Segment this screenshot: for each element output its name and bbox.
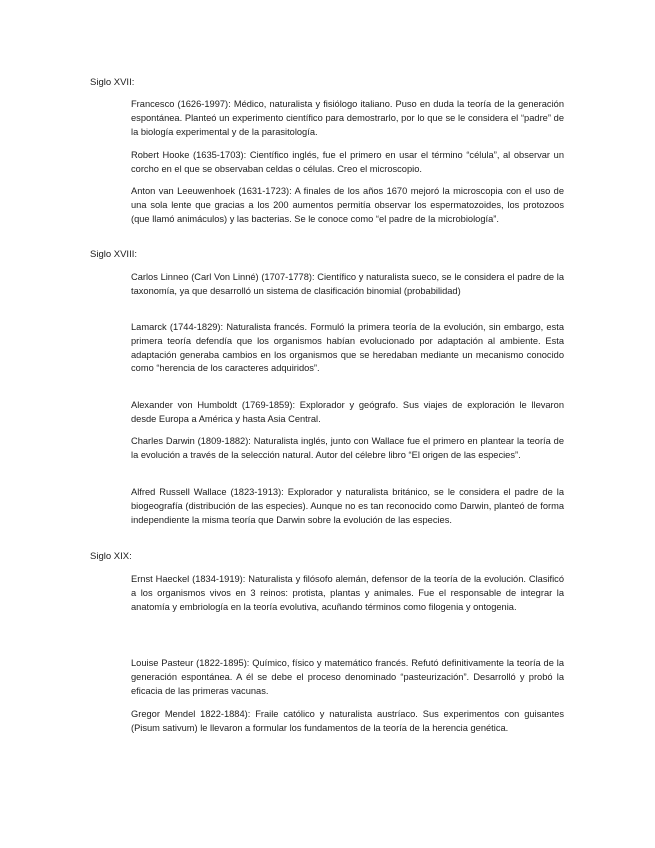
entry-louise-pasteur: Louise Pasteur (1822-1895): Químico, físico y matemático francés. Refutó definitivamente la teoría de la generación espontánea. A él se debe el proceso denominado “pasteurización”. Desarrolló y probó la eficacia de las primeras vacunas. xyxy=(131,658,564,696)
section-heading-siglo-xvii: Siglo XVII: xyxy=(90,77,135,88)
entry-anton-van-leeuwenhoek: Anton van Leeuwenhoek (1631-1723): A finales de los años 1670 mejoró la microscopia con el uso de una sola lente que gracias a los 200 aumentos permitía observar los espermatozoides, los protozoos (que llamó animáculos) y las bacterias. Se le conoce como “el padre de la microbiología”. xyxy=(131,186,564,224)
entry-alexander-von-humboldt: Alexander von Humboldt (1769-1859): Explorador y geógrafo. Sus viajes de exploración le llevaron desde Europa a América y hasta Asia Central. xyxy=(131,400,564,424)
section-heading-siglo-xix: Siglo XIX: xyxy=(90,551,132,562)
entry-gregor-mendel: Gregor Mendel 1822-1884): Fraile católico y naturalista austríaco. Sus experimentos con guisantes (Pisum sativum) le llevaron a formular los fundamentos de la teoría de la herencia genética. xyxy=(131,709,564,733)
entry-alfred-russell-wallace: Alfred Russell Wallace (1823-1913): Explorador y naturalista británico, se le considera el padre de la biogeografía (distribución de las especies). Aunque no es tan reconocido como Darwin, planteó de forma independiente la misma teoría que Darwin sobre la evolución de las especies. xyxy=(131,487,564,525)
section-heading-siglo-xviii: Siglo XVIII: xyxy=(90,249,137,260)
entry-charles-darwin: Charles Darwin (1809-1882): Naturalista inglés, junto con Wallace fue el primero en plantear la teoría de la evolución a través de la selección natural. Autor del célebre libro “El origen de las especies”. xyxy=(131,436,564,460)
entry-robert-hooke: Robert Hooke (1635-1703): Científico inglés, fue el primero en usar el término “célula”, al observar un corcho en el que se observaban celdas o células. Creo el microscopio. xyxy=(131,150,564,174)
entry-lamarck: Lamarck (1744-1829): Naturalista francés. Formuló la primera teoría de la evolución, sin embargo, esta primera teoría defendía que los organismos habían evolucionado por adaptación al ambiente. Esta adaptación generaba cambios en los organismos que se heredaban mediante un mecanismo conocido como “herencia de los caracteres adquiridos”. xyxy=(131,322,564,374)
entry-francesco: Francesco (1626-1997): Médico, naturalista y fisiólogo italiano. Puso en duda la teoría de la generación espontánea. Planteó un experimento científico para demostrarlo, por lo que se le considera el “padre” de la biología experimental y de la parasitología. xyxy=(131,99,564,137)
entry-ernst-haeckel: Ernst Haeckel (1834-1919): Naturalista y filósofo alemán, defensor de la teoría de la evolución. Clasificó a los organismos vivos en 3 reinos: protista, plantas y animales. Fue el responsable de integrar la anatomía y embriología en la teoría evolutiva, acuñando términos como filogenia y ontogenia. xyxy=(131,574,564,612)
entry-carlos-linneo: Carlos Linneo (Carl Von Linné) (1707-1778): Científico y naturalista sueco, se le considera el padre de la taxonomía, ya que desarrolló un sistema de clasificación binomial (probabilidad) xyxy=(131,272,564,296)
